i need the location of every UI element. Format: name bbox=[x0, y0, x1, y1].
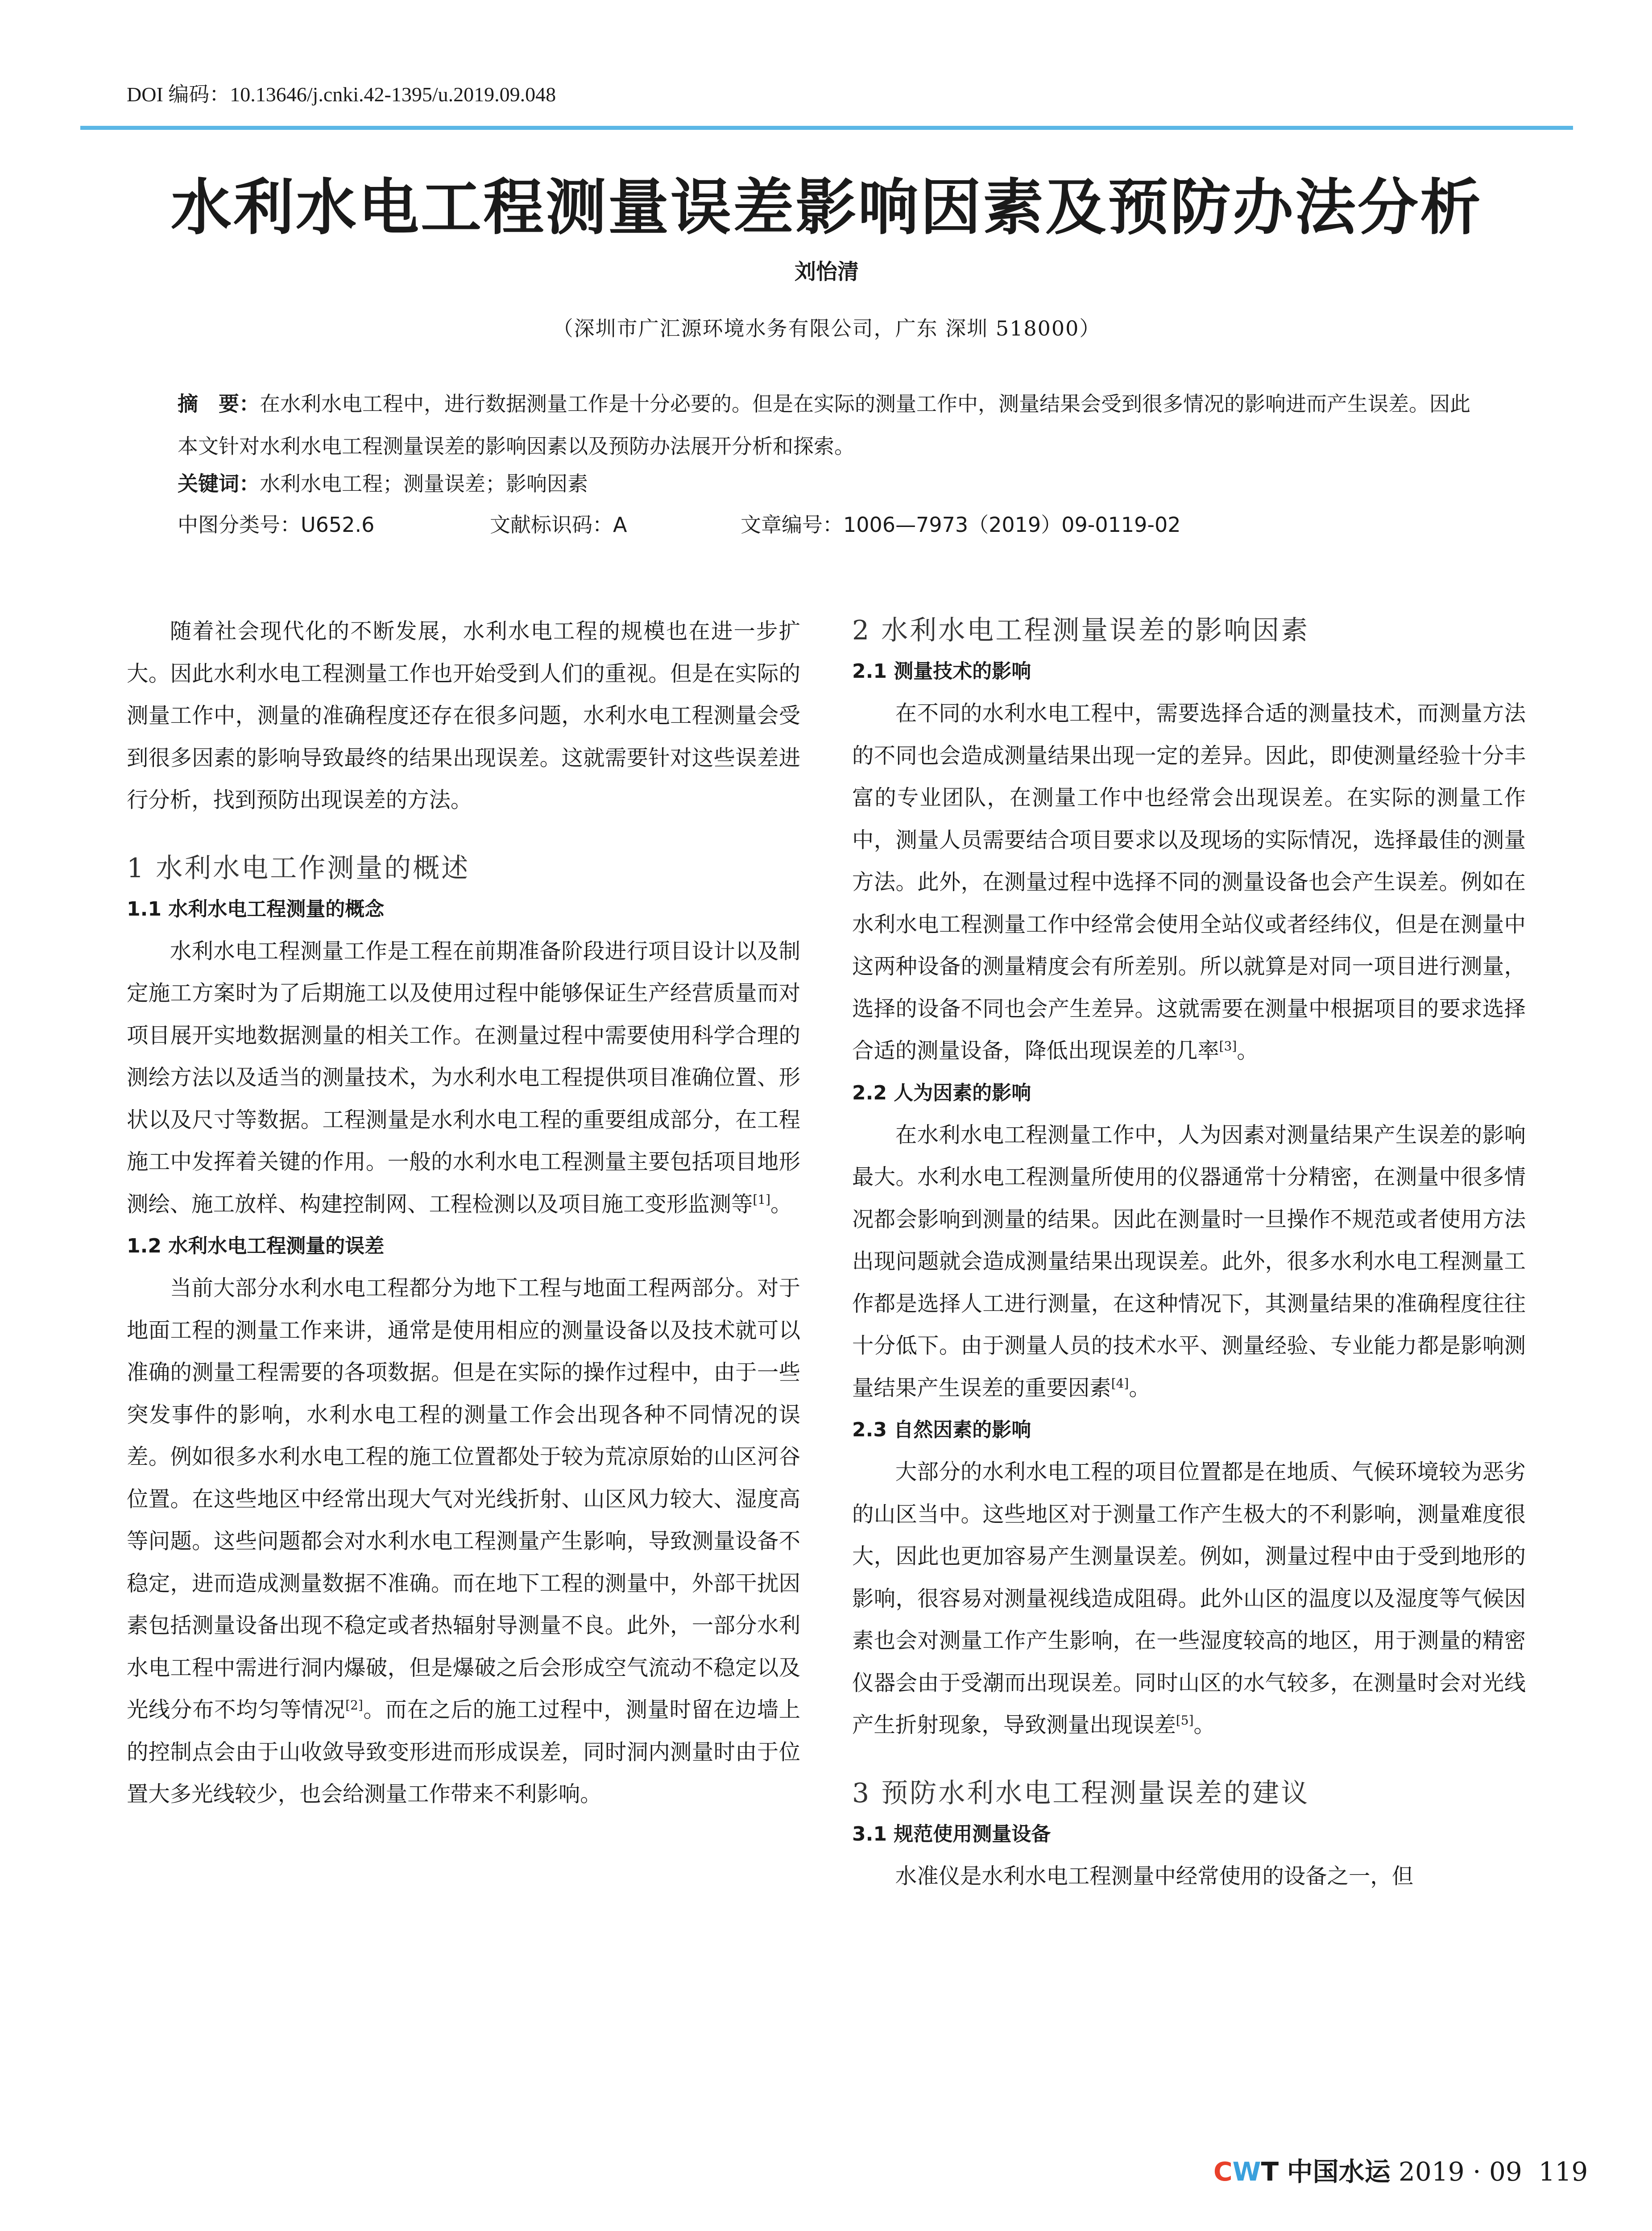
keywords-text: 水利水电工程；测量误差；影响因素 bbox=[260, 472, 588, 496]
keywords-label: 关键词： bbox=[178, 472, 260, 496]
section-2-2-paragraph: 在水利水电工程测量工作中，人为因素对测量结果产生误差的影响最大。水利水电工程测量所使用的仪器通常十分精密，在测量中很多情况都会影响到测量的结果。因此在测量时一旦操作不规范或者使用方法出现问题就会造成测量结果出现误差。此外，很多水利水电工程测量工作都是选择人工进行测量，在这种情况下，其测量结果的准确程度往往十分低下。由于测量人员的技术水平、测量经验、专业能力都是影响测量结果产生误差的重要因素[4]。 bbox=[852, 1122, 1526, 1401]
affiliation: （深圳市广汇源环境水务有限公司，广东 深圳 518000） bbox=[552, 316, 1101, 340]
journal-name: 中国水运 bbox=[1287, 2156, 1391, 2187]
section-2-3-title: 2.3 自然因素的影响 bbox=[852, 1418, 1031, 1441]
page-number: 119 bbox=[1538, 2156, 1588, 2187]
section-2-1-paragraph: 在不同的水利水电工程中，需要选择合适的测量技术，而测量方法的不同也会造成测量结果出现一定的差异。因此，即使测量经验十分丰富的专业团队，在测量工作中也经常会出现误差。在实际的测量工作中，测量人员需要结合项目要求以及现场的实际情况，选择最佳的测量方法。此外，在测量过程中选择不同的测量设备也会产生误差。例如在水利水电工程测量工作中经常会使用全站仪或者经纬仪，但是在测量中这两种设备的测量精度会有所差别。所以就算是对同一项目进行测量，选择的设备不同也会产生差异。这就需要在测量中根据项目的要求选择合适的测量设备，降低出现误差的几率[3]。 bbox=[852, 701, 1526, 1063]
abstract bbox=[178, 383, 1480, 468]
section-3-title: 3 预防水利水电工程测量误差的建议 bbox=[852, 1777, 1310, 1809]
intro-paragraph: 随着社会现代化的不断发展，水利水电工程的规模也在进一步扩大。因此水利水电工程测量工作也开始受到人们的重视。但是在实际的测量工作中，测量的准确程度还存在很多问题，水利水电工程测量会受到很多因素的影响导致最终的结果出现误差。这就需要针对这些误差进行分析，找到预防出现误差的方法。 bbox=[127, 619, 800, 813]
issue-number: 2019 · 09 bbox=[1399, 2156, 1522, 2187]
document-code: 文献标识码：A bbox=[490, 513, 627, 537]
section-3-1-title: 3.1 规范使用测量设备 bbox=[852, 1822, 1051, 1845]
citation-5: [5] bbox=[1176, 1713, 1194, 1728]
cwt-logo: CWT bbox=[1213, 2156, 1279, 2187]
header-rule bbox=[80, 126, 1573, 130]
citation-4: [4] bbox=[1111, 1376, 1129, 1391]
section-3-1-paragraph: 水准仪是水利水电工程测量中经常使用的设备之一，但 bbox=[895, 1863, 1414, 1889]
page-footer bbox=[1213, 2151, 1588, 2188]
section-1-2-title: 1.2 水利水电工程测量的误差 bbox=[127, 1235, 385, 1257]
right-column bbox=[852, 610, 1526, 1897]
clc-number: 中图分类号：U652.6 bbox=[178, 513, 375, 537]
article-title: 水利水电工程测量误差影响因素及预防办法分析 bbox=[171, 172, 1482, 243]
abstract-label: 摘 要： bbox=[178, 392, 260, 416]
citation-1: [1] bbox=[753, 1192, 770, 1207]
author-name: 刘怡清 bbox=[794, 259, 859, 284]
section-1-2-paragraph: 当前大部分水利水电工程都分为地下工程与地面工程两部分。对于地面工程的测量工作来讲，通常是使用相应的测量设备以及技术就可以准确的测量工程需要的各项数据。但是在实际的操作过程中，由于一些突发事件的影响，水利水电工程的测量工作会出现各种不同情况的误差。例如很多水利水电工程的施工位置都处于较为荒凉原始的山区河谷位置。在这些地区中经常出现大气对光线折射、山区风力较大、湿度高等问题。这些问题都会对水利水电工程测量产生影响，导致测量设备不稳定，进而造成测量数据不准确。而在地下工程的测量中，外部干扰因素包括测量设备出现不稳定或者热辐射导测量不良。此外，一部分水利水电工程中需进行洞内爆破，但是爆破之后会形成空气流动不稳定以及光线分布不均匀等情况[2]。而在之后的施工过程中，测量时留在边墙上的控制点会由于山收敛导致变形进而形成误差，同时洞内测量时由于位置大多光线较少，也会给测量工作带来不利影响。 bbox=[127, 1276, 801, 1807]
keywords bbox=[178, 468, 588, 497]
section-2-1-title: 2.1 测量技术的影响 bbox=[852, 660, 1031, 683]
section-1-title: 1 水利水电工作测量的概述 bbox=[127, 852, 470, 884]
doi-code: DOI 编码：10.13646/j.cnki.42-1395/u.2019.09.048 bbox=[127, 83, 556, 106]
left-column bbox=[127, 610, 800, 1816]
section-1-1-title: 1.1 水利水电工程测量的概念 bbox=[127, 897, 385, 921]
abstract-text: 在水利水电工程中，进行数据测量工作是十分必要的。但是在实际的测量工作中，测量结果会受到很多情况的影响进而产生误差。因此本文针对水利水电工程测量误差的影响因素以及预防办法展开分析和探索。 bbox=[178, 392, 1470, 458]
article-number: 文章编号：1006—7973（2019）09-0119-02 bbox=[741, 513, 1181, 537]
section-1-1-paragraph: 水利水电工程测量工作是工程在前期准备阶段进行项目设计以及制定施工方案时为了后期施工以及使用过程中能够保证生产经营质量而对项目展开实地数据测量的相关工作。在测量过程中需要使用科学合理的测绘方法以及适当的测量技术，为水利水电工程提供项目准确位置、形状以及尺寸等数据。工程测量是水利水电工程的重要组成部分，在工程施工中发挥着关键的作用。一般的水利水电工程测量主要包括项目地形测绘、施工放样、构建控制网、工程检测以及项目施工变形监测等[1]。 bbox=[127, 938, 800, 1217]
citation-3: [3] bbox=[1219, 1038, 1237, 1053]
citation-2: [2] bbox=[345, 1697, 363, 1713]
section-2-2-title: 2.2 人为因素的影响 bbox=[852, 1081, 1031, 1104]
section-2-title: 2 水利水电工程测量误差的影响因素 bbox=[852, 615, 1310, 646]
section-2-3-paragraph: 大部分的水利水电工程的项目位置都是在地质、气候环境较为恶劣的山区当中。这些地区对于测量工作产生极大的不利影响，测量难度很大，因此也更加容易产生测量误差。例如，测量过程中由于受到地形的影响，很容易对测量视线造成阻碍。此外山区的温度以及湿度等气候因素也会对测量工作产生影响，在一些湿度较高的地区，用于测量的精密仪器会由于受潮而出现误差。同时山区的水气较多，在测量时会对光线产生折射现象，导致测量出现误差[5]。 bbox=[852, 1460, 1526, 1738]
